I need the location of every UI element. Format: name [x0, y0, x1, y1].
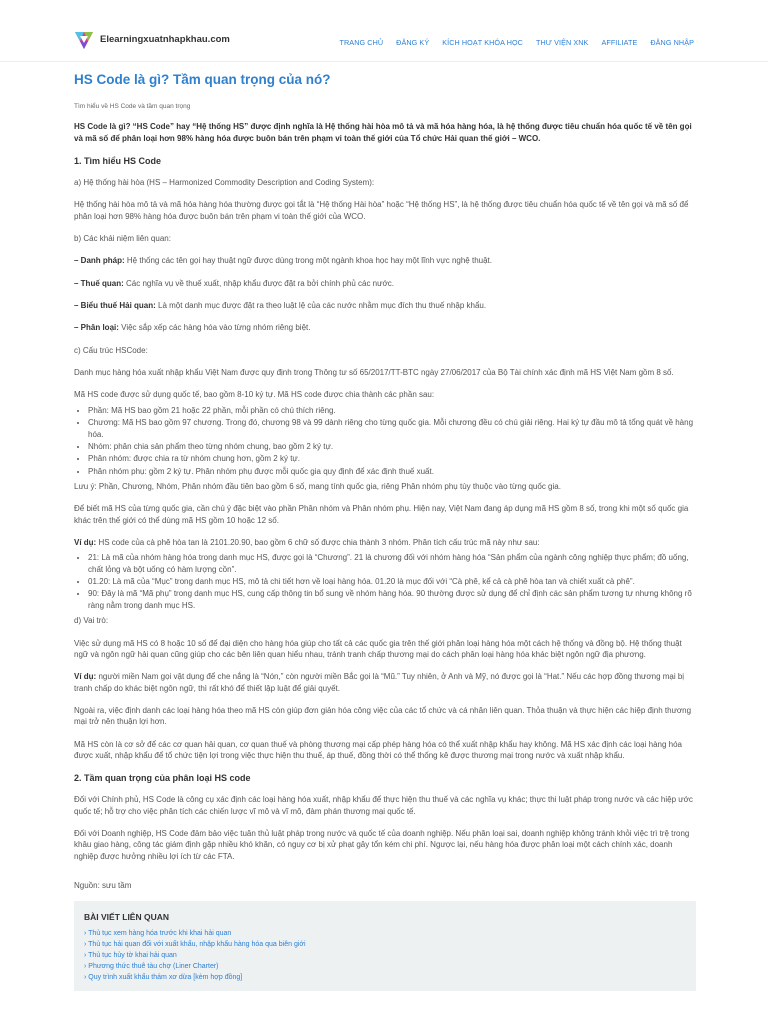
site-header	[0, 0, 768, 62]
term-label: – Biểu thuế Hải quan:	[74, 301, 156, 311]
note-paragraph: Lưu ý: Phần, Chương, Nhóm, Phân nhóm đầu tiên bao gồm 6 số, mang tính quốc gia, riêng Phân nhóm phụ tùy thuộc vào từng quốc gia.	[74, 481, 561, 491]
term-label: – Phân loại:	[74, 323, 119, 333]
source-note: Nguồn: sưu tầm	[74, 881, 132, 890]
logo-text: Elearningxuatnhapkhau.com	[100, 34, 230, 46]
list-item: • Phân nhóm: được chia ra từ nhóm chung hơn, gồm 2 ký tự.	[88, 453, 696, 464]
paragraph-c-text-1: Danh mục hàng hóa xuất nhập khẩu Việt Nam được quy định trong Thông tư số 65/2017/TT-BTC ngày 27/06/2017 của Bộ Tài chính xác định mã HS Việt Nam gồm 8 số.	[74, 368, 674, 378]
list-item: • Phân nhóm phụ: gồm 2 ký tự. Phân nhóm phụ được mỗi quốc gia quy định để xác định thuế xuất.	[88, 466, 696, 477]
related-link[interactable]: › Thủ tục xem hàng hóa trước khi khai hải quan	[84, 930, 232, 938]
site-logo[interactable]	[74, 30, 230, 50]
example-text: HS code của cà phê hòa tan là 2101.20.90, bao gồm 6 chữ số được chia thành 3 nhóm. Phân tích cấu trúc mã này như sau:	[96, 538, 540, 548]
term-text: Hệ thống các tên gọi hay thuật ngữ được dùng trong một ngành khoa học hay một lĩnh vực nghệ thuật.	[124, 256, 492, 266]
term-label: – Thuế quan:	[74, 278, 124, 288]
example-text: người miền Nam gọi vật dụng để che nắng là “Nón,” còn người miền Bắc gọi là “Mũ.” Tuy nhiên, ở Anh và Mỹ, nó được gọi là “Hat.” Nếu các hợp đồng thương mại bị tranh chấp do khác biệt ngôn ngữ, thì rất khó để thiết lập luật để giải quyết.	[74, 672, 685, 693]
nav-affiliate[interactable]: AFFILIATE	[601, 38, 638, 47]
paragraph-d-text-1: Việc sử dụng mã HS có 8 hoặc 10 số để đại diện cho hàng hóa giúp cho tất cả các quốc gia trên thế giới phân loại hàng hóa một cách hệ thống và đồng bộ. Hệ thống thuật ngữ và ngôn ngữ hải quan cũng giúp cho các bên liên quan hiểu nhau, tránh tranh chấp thương mại do cách phân loại hàng hóa khác biệt ngôn ngữ địa phương.	[74, 638, 682, 659]
related-link[interactable]: › Thủ tục hủy tờ khai hải quan	[84, 952, 177, 960]
related-title: BÀI VIẾT LIÊN QUAN	[84, 912, 170, 923]
example-label: Ví dụ:	[74, 538, 97, 548]
term-text: Việc sắp xếp các hàng hóa vào từng nhóm riêng biệt.	[118, 323, 311, 333]
example-paragraph	[74, 537, 696, 548]
section-2-text-1: Đối với Chính phủ, HS Code là công cụ xác định các loại hàng hóa xuất, nhập khẩu để thực hiện thu thuế và các nghĩa vụ khác; thực thi luật pháp trong nước và các hiệp ước quốc tế; hỗ trợ cho việc phân tích các chiến lược vĩ mô và vĩ mô, đàm phán thương mại quốc tế.	[74, 795, 693, 816]
section-2-heading: 2. Tầm quan trọng của phân loại HS code	[74, 773, 251, 784]
paragraph-d-text-2: Ngoài ra, việc định danh các loại hàng hóa theo mã HS còn giúp đơn giản hóa công việc của các tổ chức và cá nhân liên quan. Thỏa thuận và thực hiện các hiệp định thương mại trở nên thuận lợi hơn.	[74, 706, 692, 727]
term-label: – Danh pháp:	[74, 256, 125, 266]
section-1-heading: 1. Tìm hiểu HS Code	[74, 156, 162, 167]
term-item	[74, 278, 696, 289]
nav-login[interactable]: ĐĂNG NHẬP	[650, 38, 694, 47]
related-link[interactable]: › Quy trình xuất khẩu thảm xơ dừa [kèm hợp đồng]	[84, 973, 243, 981]
list-item: • 21: Là mã của nhóm hàng hóa trong danh mục HS, được gọi là “Chương”. 21 là chương đối với nhóm hàng hóa “Sản phẩm của ngành công nghiệp thực phẩm; đồ uống, chất lỏng và bột uống có hàm lượng cồn”.	[88, 552, 696, 575]
nav-home[interactable]: TRANG CHỦ	[339, 38, 384, 47]
page-subtitle: Tìm hiểu về HS Code và tầm quan trọng	[74, 103, 191, 111]
lead-paragraph: HS Code là gì? “HS Code” hay “Hệ thống HS” được định nghĩa là Hệ thống hài hòa mô tả và mã hóa hàng hóa, là hệ thống được tiêu chuẩn hóa quốc tế về tên gọi và mã số để phân loại hơn 98% hàng hóa được buôn bán trên phạm vi toàn thế giới của Tổ chức Hải quan thế giới – WCO.	[74, 122, 692, 143]
term-text: Là một danh mục được đặt ra theo luật lệ của các nước nhằm mục đích thu thuế nhập khẩu.	[155, 301, 487, 311]
term-item	[74, 322, 696, 333]
nav-register[interactable]: ĐĂNG KÝ	[396, 38, 430, 47]
nav-activate-course[interactable]: KÍCH HOẠT KHÓA HỌC	[442, 38, 523, 47]
d-example-paragraph	[74, 671, 696, 694]
list-item: • 01.20: Là mã của “Mục” trong danh mục HS, mô tả chi tiết hơn về loại hàng hóa. 01.20 là mục đối với “Cà phê, kể cả cà phê hòa tan và chiết xuất cà phê”.	[88, 576, 696, 587]
paragraph-a-text: Hệ thống hài hòa mô tả và mã hóa hàng hóa thường được gọi tắt là “Hệ thống Hài hòa” hoặc “Hệ thống HS”, là hệ thống được tiêu chuẩn hóa quốc tế về tên gọi và mã số để phân loại hơn 98% hàng hóa được buôn bán trên phạm vi toàn thế giới của WCO.	[74, 200, 689, 221]
page-title: HS Code là gì? Tầm quan trọng của nó?	[74, 72, 331, 87]
structure-list	[88, 405, 696, 477]
paragraph-d-text-3: Mã HS còn là cơ sở để các cơ quan hải quan, cơ quan thuế và phòng thương mại cấp phép hàng hóa có thể xuất nhập khẩu hay không. Mã HS xác định các loại hàng hóa được xuất, nhập khẩu để tổ chức tiện lợi trong việc thực hiện thu thuế, áp thuế, đồng thời có thể thống kê được thương mại trong nước và xuất nhập khẩu.	[74, 739, 682, 761]
article-body	[74, 70, 696, 991]
term-item	[74, 255, 696, 266]
paragraph-c-label: c) Cấu trúc HSCode:	[74, 345, 148, 355]
related-posts	[74, 901, 696, 990]
list-item: • Chương: Mã HS bao gồm 97 chương. Trong đó, chương 98 và 99 dành riêng cho từng quốc gia. Mỗi chương đều có chú giải riêng. Hai ký tự đầu mô tả tổng quát về hàng hóa.	[88, 417, 696, 440]
term-item	[74, 300, 696, 311]
list-item: • 90: Đây là mã “Mã phụ” trong danh mục HS, cung cấp thông tin bổ sung về nhóm hàng hóa. 90 thường được sử dụng để chỉ định các sản phẩm tương tự nhưng không rõ ràng nằm trong danh mục HS.	[88, 588, 696, 611]
example-list	[88, 552, 696, 611]
related-link[interactable]: › Thủ tục hải quan đối với xuất khẩu, nhập khẩu hàng hóa qua biên giới	[84, 941, 306, 949]
term-text: Các nghĩa vụ về thuế xuất, nhập khẩu được đặt ra bởi chính phủ các nước.	[123, 278, 394, 288]
section-2-text-2: Đối với Doanh nghiệp, HS Code đảm bảo việc tuân thủ luật pháp trong nước và quốc tế của doanh nghiệp. Nếu phân loại sai, doanh nghiệp không tránh khỏi việc trì trệ trong khâu giao hàng, công tác giám định gặp nhiều khó khăn, có nguy cơ bị xử phạt gây tổn kém chi phí. Ngược lại, nếu hàng hóa được phân loại một cách chính xác, doanh nghiệp được hưởng nhiều lợi ích từ các FTA.	[74, 828, 690, 861]
paragraph-b-label: b) Các khái niệm liên quan:	[74, 233, 171, 243]
main-nav	[340, 38, 694, 48]
paragraph-a-label: a) Hệ thống hài hòa (HS – Harmonized Commodity Description and Coding System):	[74, 177, 375, 187]
note-paragraph-2: Để biết mã HS của từng quốc gia, cần chú ý đặc biệt vào phần Phân nhóm và Phân nhóm phụ. Hiện nay, Việt Nam đang áp dụng mã HS gồm 8 số, trong khi một số quốc gia khác trên thế giới có thể dùng mã HS gồm 10 hoặc 12 số.	[74, 504, 689, 525]
nav-library[interactable]: THƯ VIỆN XNK	[535, 38, 589, 47]
paragraph-c-text-2: Mã HS code được sử dụng quốc tế, bao gồm 8-10 ký tự. Mã HS code được chia thành các phần sau:	[74, 390, 435, 400]
logo-icon	[74, 30, 94, 50]
example-label: Ví dụ:	[74, 672, 97, 682]
paragraph-d-label: d) Vai trò:	[74, 616, 109, 626]
list-item: • Phần: Mã HS bao gồm 21 hoặc 22 phần, mỗi phần có chú thích riêng.	[88, 405, 696, 416]
related-link[interactable]: › Phương thức thuê tàu chợ (Liner Charter)	[84, 962, 219, 970]
list-item: • Nhóm: phân chia sản phẩm theo từng nhóm chung, bao gồm 2 ký tự.	[88, 441, 696, 452]
